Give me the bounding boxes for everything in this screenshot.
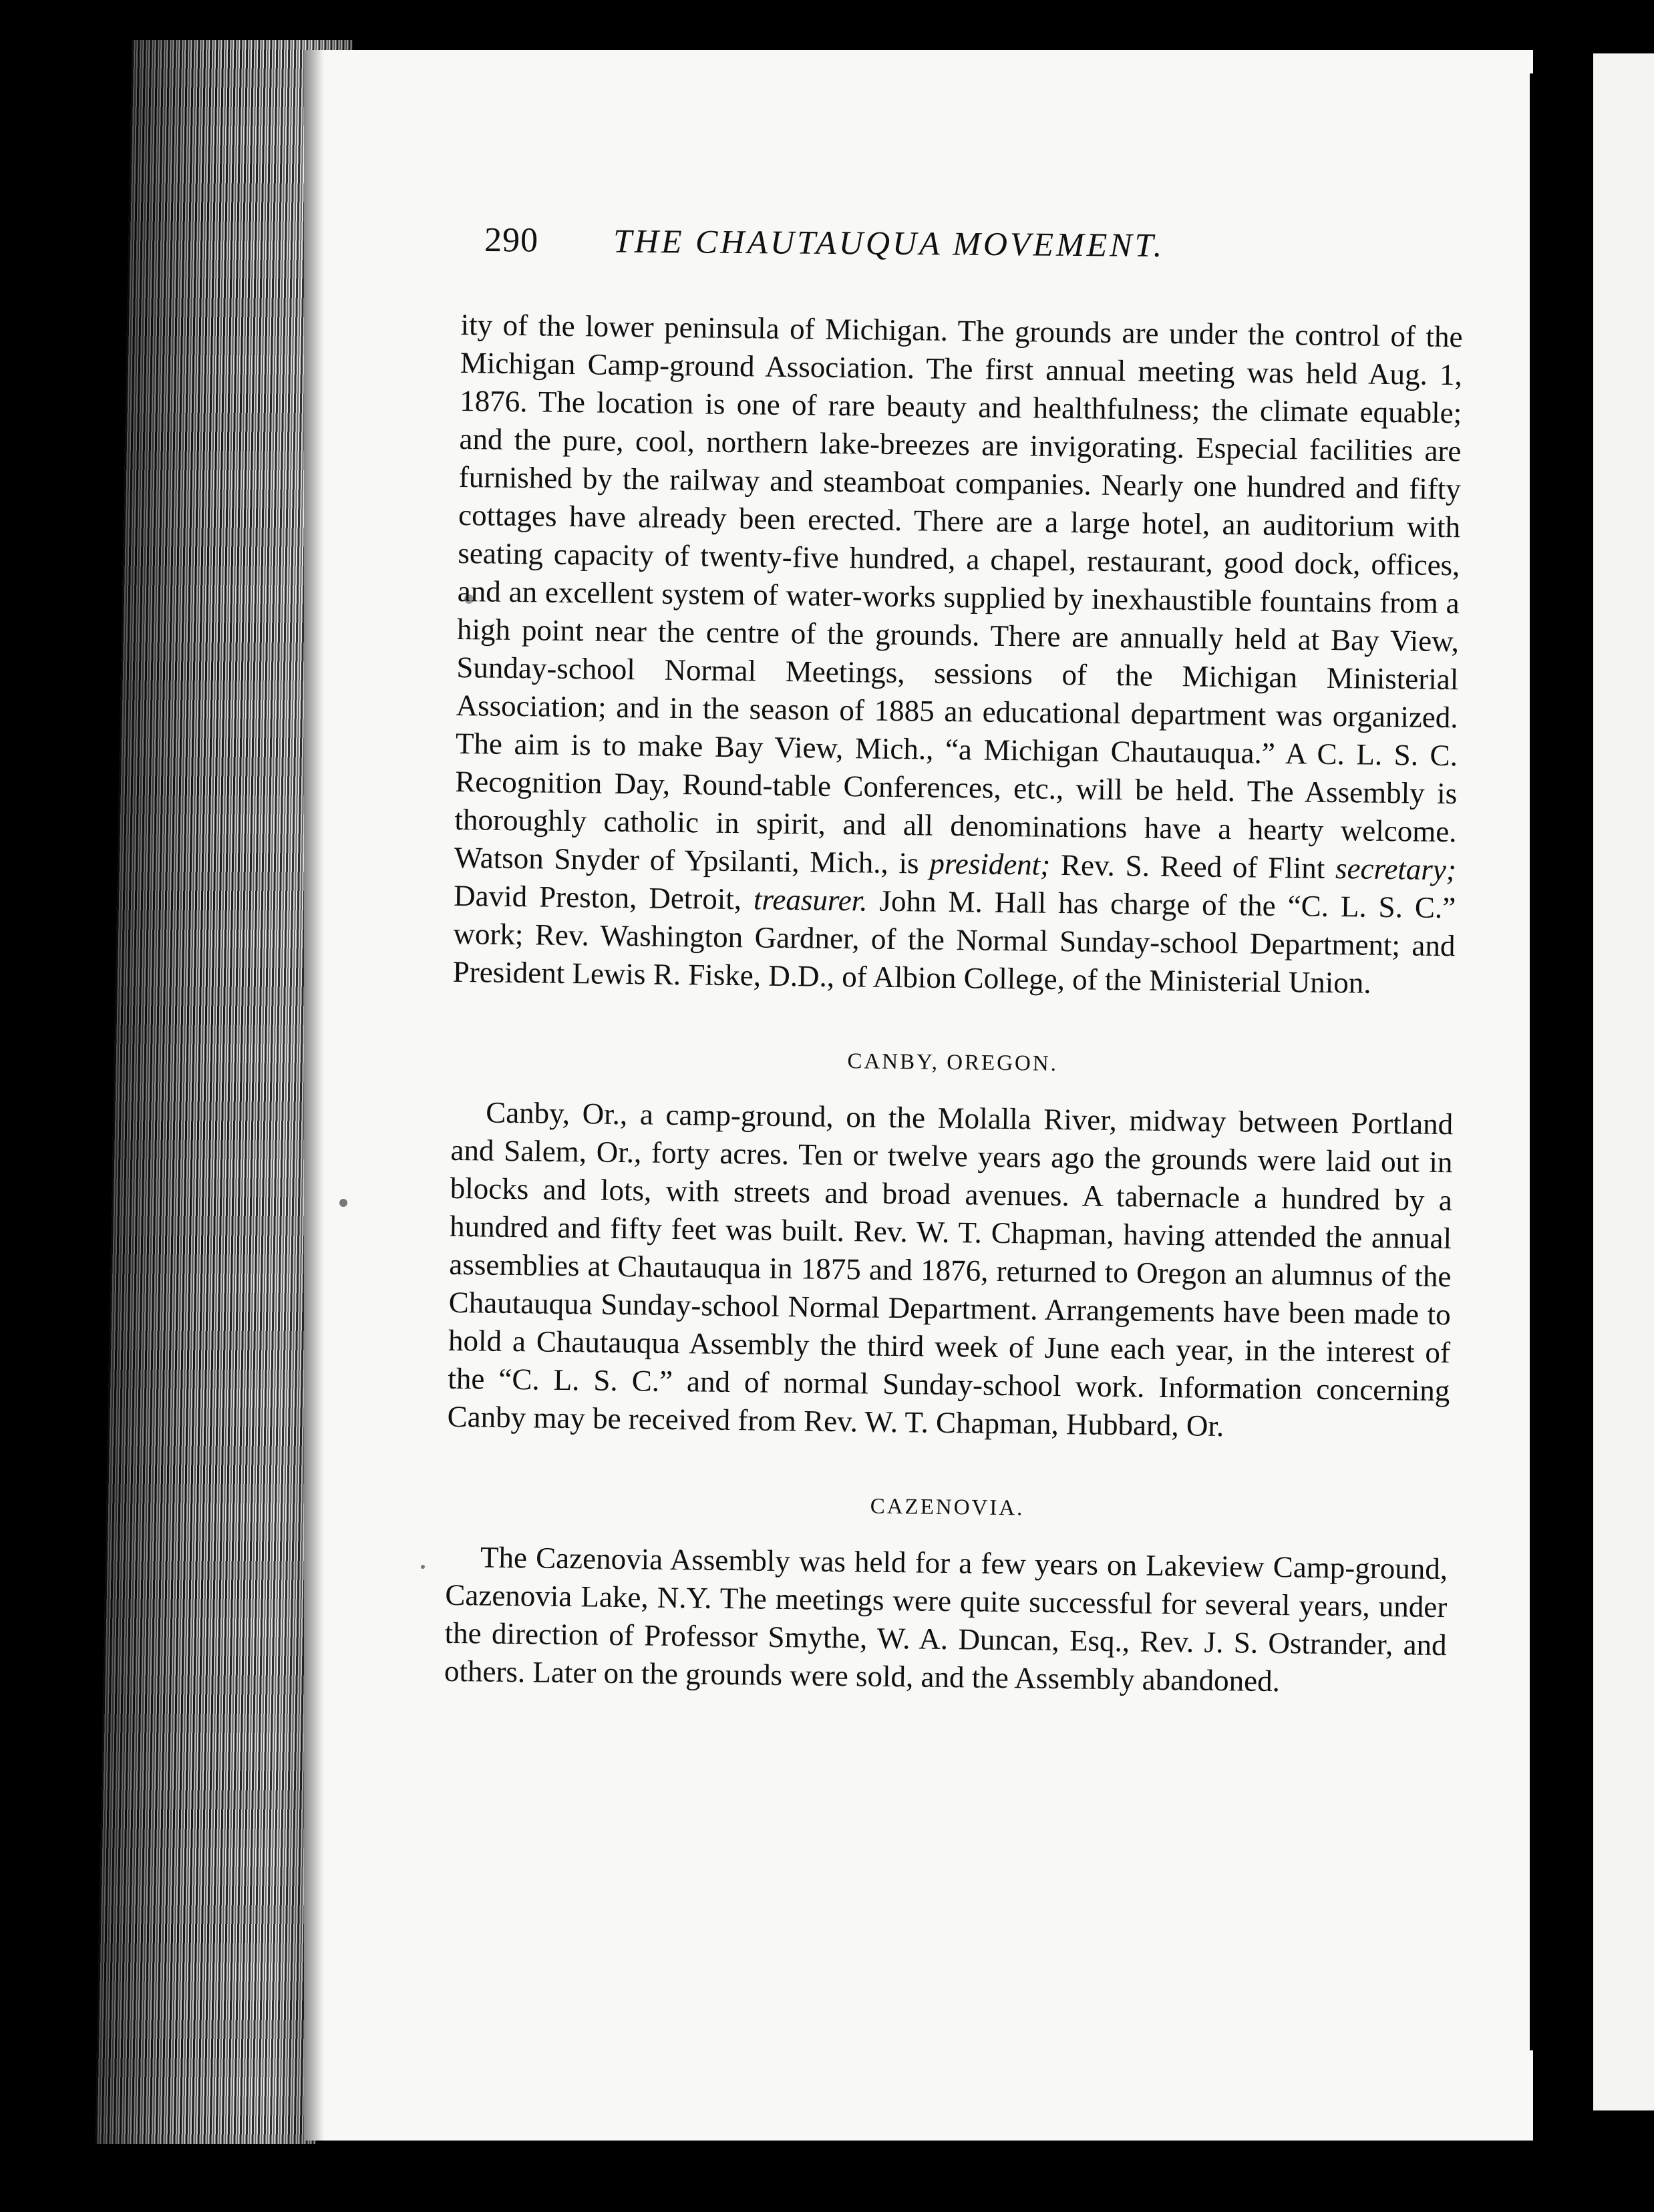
secretary-label: secretary; [1335, 852, 1457, 887]
facing-page-edge [1593, 53, 1654, 2110]
ink-speck [339, 1199, 347, 1207]
section-heading-canby: CANBY, OREGON. [847, 1049, 1059, 1077]
section-heading-cazenovia: CAZENOVIA. [870, 1494, 1025, 1521]
ink-speck [421, 1565, 425, 1569]
page-body [444, 306, 1463, 1702]
running-head [484, 220, 1310, 281]
paragraph-text: John M. Hall has charge of the “C. L. S. C.” work; Rev. Washington Gardner, of the Normal Sunday-school Department; and President Lewis R. Fiske, D.D., of Albion College, of the Ministerial Union. [452, 884, 1456, 1000]
president-label: president; [929, 846, 1051, 882]
section-body-canby: Canby, Or., a camp-ground, on the Molalla River, midway between Portland and Salem, Or., forty acres. Ten or twelve years ago the grounds were laid out in blocks and lots, with streets and broad avenues. A tabernacle a hundred by a hundred and fifty feet was built. Rev. W. T. Chapman, having attended the annual assemblies at Chautauqua in 1875 and 1876, returned to Oregon an alumnus of the Chautauqua Sunday-school Normal Department. Arrangements have been made to hold a Chautauqua Assembly the third week of June each year, in the interest of the “C. L. S. C.” and of normal Sunday-school work. Information concerning Canby may be received from Rev. W. T. Chapman, Hubbard, Or. [447, 1095, 1454, 1443]
paragraph-text: David Preston, Detroit, [453, 878, 754, 916]
running-title: THE CHAUTAUQUA MOVEMENT. [613, 222, 1165, 264]
paragraph-text: ity of the lower peninsula of Michigan. The grounds are under the control of the Michigan Camp-ground Association. The first annual meeting was held Aug. 1, 1876. The location is one of rare beauty and healthfulness; the climate equable; and the pure, cool, northern lake-breezes are invigorating. Especial facilities are furnished by the railway and steamboat companies. Nearly one hundred and fifty cottages have already been erected. There are a large hotel, an auditorium with seating capacity of twenty-five hundred, a chapel, restaurant, good dock, offices, and an excellent system of water-works supplied by inexhaustible fountains from a high point near the centre of the grounds. There are annually held at Bay View, Sunday-school Normal Meetings, sessions of the Michigan Ministerial Association; and in the season of 1885 an educational department was organized. The aim is to make Bay View, Mich., “a Michigan Chautauqua.” A C. L. S. C. Recognition Day, Round-table Conferences, etc., will be held. The Assembly is thoroughly catholic in spirit, and all denominations have a hearty welcome. Watson Snyder of Ypsilanti, Mich., is [454, 307, 1463, 880]
continued-paragraph [452, 306, 1462, 1003]
gutter-shadow [1530, 73, 1538, 2050]
section-body-cazenovia: The Cazenovia Assembly was held for a few years on Lakeview Camp-ground, Cazenovia Lake, N.Y. The meetings were quite successful for several years, under the direction of Professor Smythe, W. A. Duncan, Esq., Rev. J. S. Ostrander, and others. Later on the grounds were sold, and the Assembly abandoned. [444, 1540, 1448, 1698]
treasurer-label: treasurer. [753, 882, 868, 918]
page-number: 290 [484, 221, 539, 260]
paragraph-text: Rev. S. Reed of Flint [1049, 848, 1336, 886]
